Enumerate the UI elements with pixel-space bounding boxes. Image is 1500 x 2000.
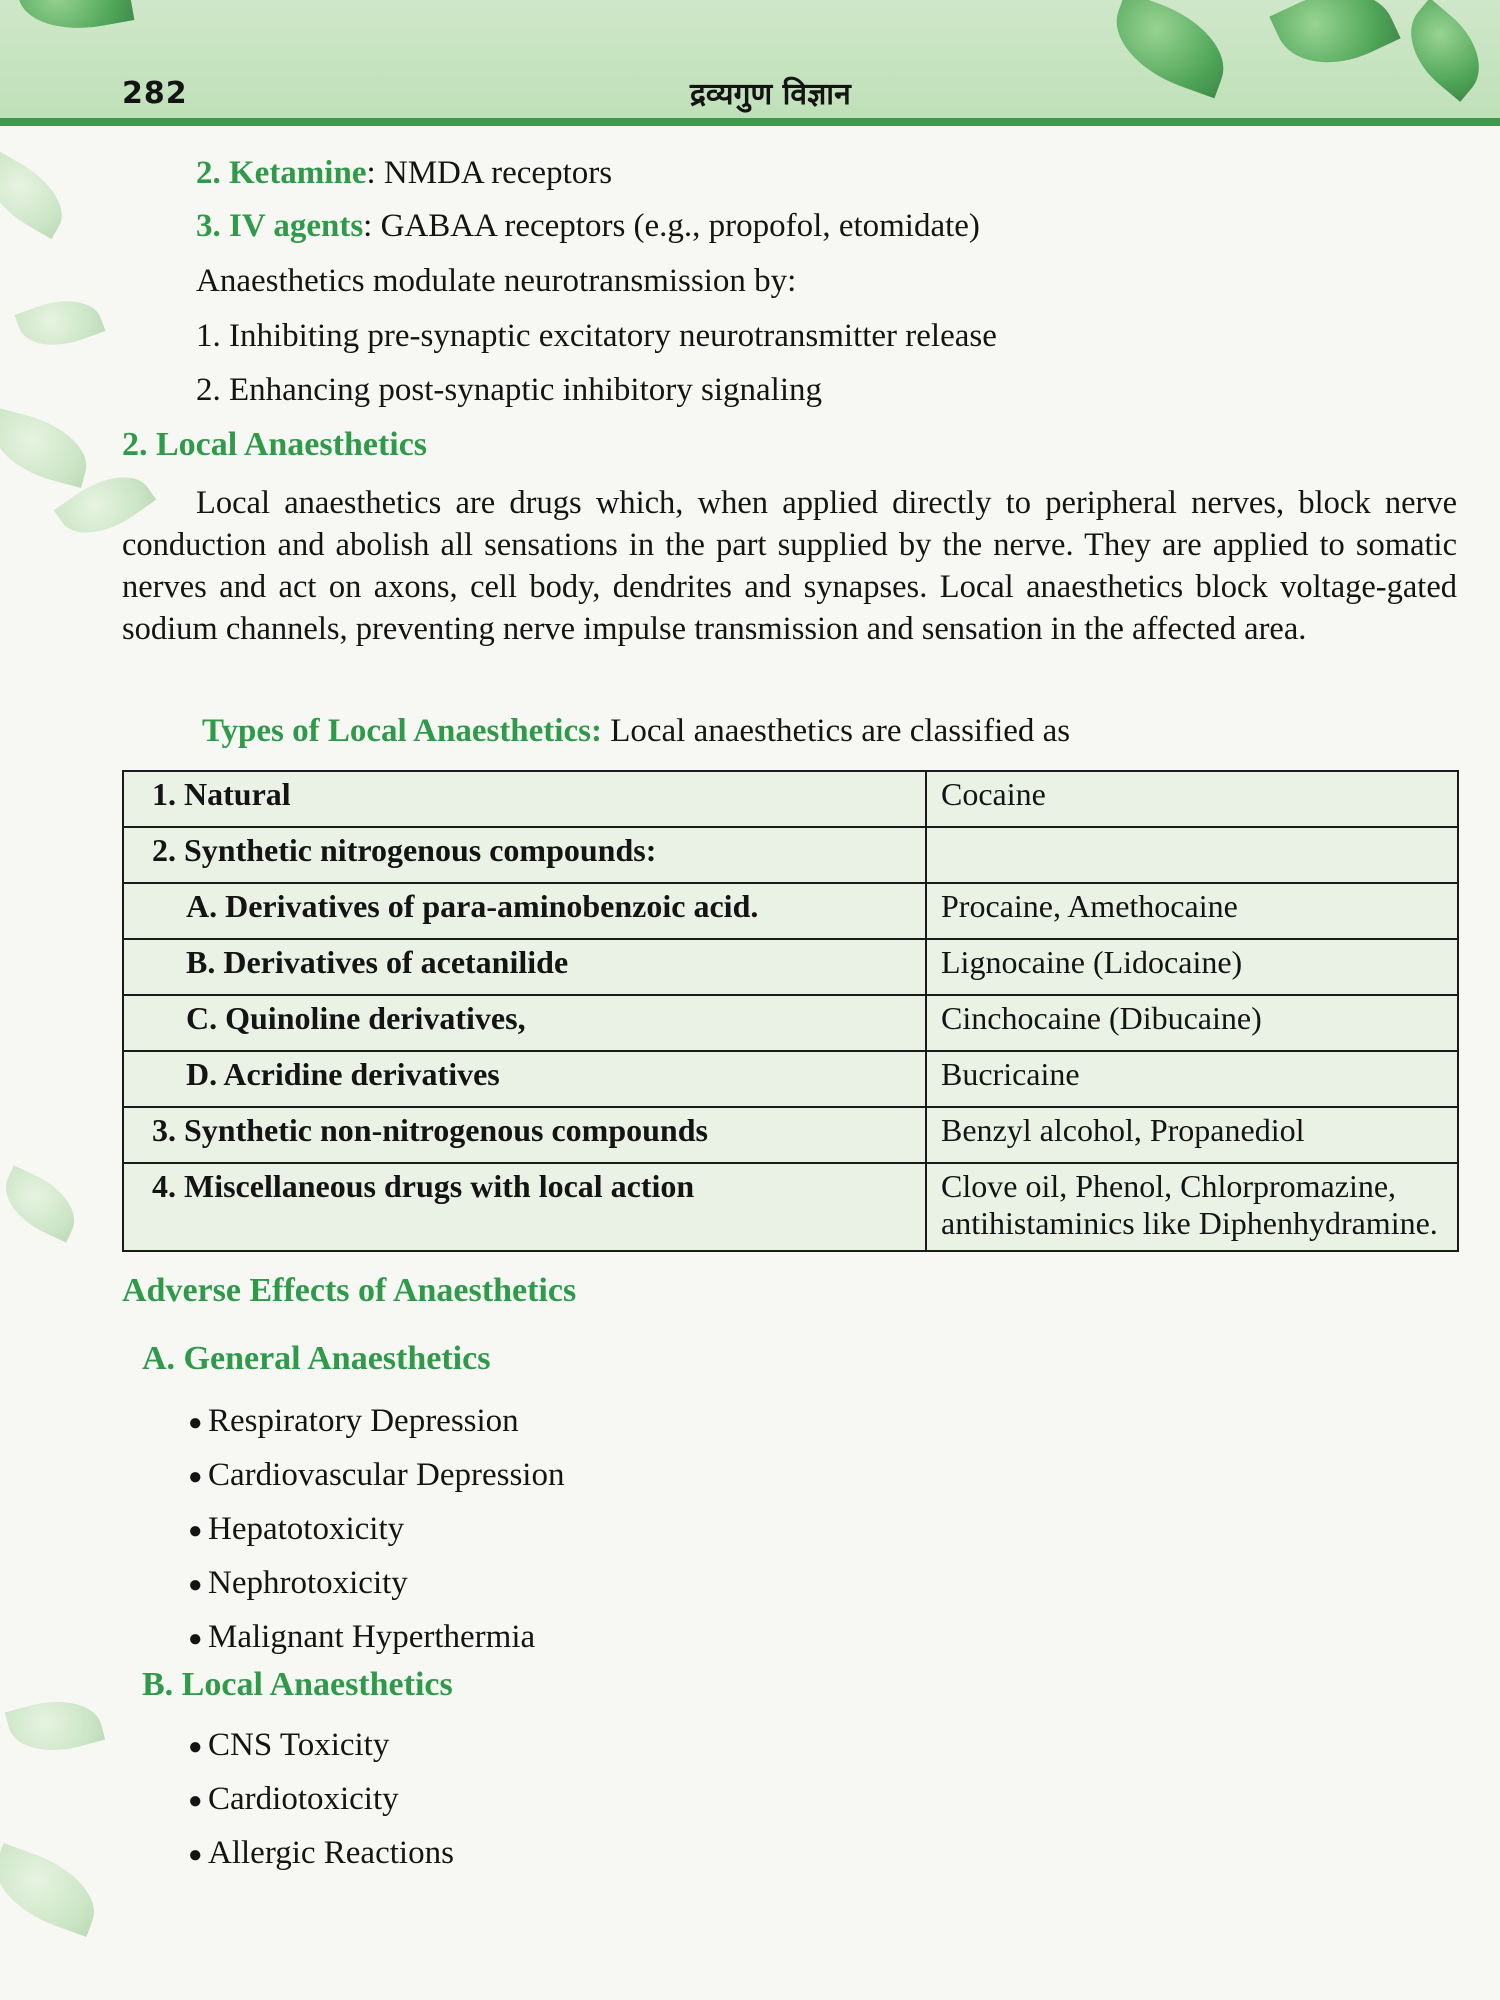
table-row xyxy=(123,883,1458,939)
table-cell-examples: Procaine, Amethocaine xyxy=(926,883,1458,939)
table-cell-category: 3. Synthetic non-nitrogenous compounds xyxy=(123,1107,926,1163)
local-anaesthetics-effects-heading: B. Local Anaesthetics xyxy=(142,1666,453,1703)
modulate-item: 2. Enhancing post-synaptic inhibitory signaling xyxy=(196,372,823,408)
adverse-effects-heading: Adverse Effects of Anaesthetics xyxy=(122,1272,577,1309)
table-cell-examples: Cinchocaine (Dibucaine) xyxy=(926,995,1458,1051)
bullet-icon: ● xyxy=(188,1788,203,1815)
table-row xyxy=(123,1163,1458,1251)
list-item: ● Hepatotoxicity xyxy=(188,1502,564,1556)
table-cell-category: C. Quinoline derivatives, xyxy=(123,995,926,1051)
bullet-icon: ● xyxy=(188,1626,203,1653)
list-item: ● CNS Toxicity xyxy=(188,1718,454,1772)
local-effects-list xyxy=(188,1718,454,1880)
intro-item-label: 3. IV agents xyxy=(196,208,364,244)
table-cell-category: 2. Synthetic nitrogenous compounds: xyxy=(123,827,926,883)
table-cell-examples: Lignocaine (Lidocaine) xyxy=(926,939,1458,995)
bullet-icon: ● xyxy=(188,1572,203,1599)
intro-item-text: : GABAA receptors (e.g., propofol, etomidate) xyxy=(363,208,980,244)
local-paragraph-text: Local anaesthetics are drugs which, when applied directly to peripheral nerves, block nerve conduction and abolish all sensations in the part supplied by the nerve. They are applied to somatic nerves and act on axons, cell body, dendrites and synapses. Local anaesthetics block voltage-gated sodium channels, preventing nerve impulse transmission and sensation in the affected area. xyxy=(122,485,1457,647)
intro-item-text: : NMDA receptors xyxy=(366,155,613,191)
classification-table xyxy=(122,770,1459,1252)
table-cell-category: B. Derivatives of acetanilide xyxy=(123,939,926,995)
bullet-icon: ● xyxy=(188,1842,203,1869)
bullet-icon: ● xyxy=(188,1410,203,1437)
general-effects-list xyxy=(188,1394,564,1664)
types-text: Local anaesthetics are classified as xyxy=(610,713,1071,749)
table-cell-examples: Cocaine xyxy=(926,771,1458,827)
table-cell-examples xyxy=(926,827,1458,883)
types-label: Types of Local Anaesthetics: xyxy=(202,713,602,749)
table-row xyxy=(123,1051,1458,1107)
running-title: द्रव्यगुण विज्ञान xyxy=(690,77,851,112)
table-row xyxy=(123,995,1458,1051)
intro-item-iv-agents xyxy=(196,208,980,245)
general-anaesthetics-heading: A. General Anaesthetics xyxy=(142,1340,491,1377)
bullet-icon: ● xyxy=(188,1464,203,1491)
table-row xyxy=(123,1107,1458,1163)
table-cell-examples: Bucricaine xyxy=(926,1051,1458,1107)
local-anaesthetics-heading: 2. Local Anaesthetics xyxy=(122,426,428,463)
table-row xyxy=(123,771,1458,827)
local-anaesthetics-paragraph xyxy=(122,482,1457,650)
intro-item-label: 2. Ketamine xyxy=(196,155,367,191)
list-item: ● Cardiovascular Depression xyxy=(188,1448,564,1502)
page-number: 282 xyxy=(122,76,188,111)
types-line xyxy=(202,713,1070,750)
list-item: ● Malignant Hyperthermia xyxy=(188,1610,564,1664)
table-cell-examples: Benzyl alcohol, Propanediol xyxy=(926,1107,1458,1163)
list-item: ● Nephrotoxicity xyxy=(188,1556,564,1610)
table-cell-examples: Clove oil, Phenol, Chlorpromazine, antihistaminics like Diphenhydramine. xyxy=(926,1163,1458,1251)
table-cell-category: 4. Miscellaneous drugs with local action xyxy=(123,1163,926,1251)
modulate-intro: Anaesthetics modulate neurotransmission by: xyxy=(196,263,797,299)
modulate-item: 1. Inhibiting pre-synaptic excitatory neurotransmitter release xyxy=(196,318,997,354)
table-cell-category: 1. Natural xyxy=(123,771,926,827)
bullet-icon: ● xyxy=(188,1518,203,1545)
list-item: ● Respiratory Depression xyxy=(188,1394,564,1448)
table-cell-category: D. Acridine derivatives xyxy=(123,1051,926,1107)
list-item: ● Allergic Reactions xyxy=(188,1826,454,1880)
table-row xyxy=(123,939,1458,995)
list-item: ● Cardiotoxicity xyxy=(188,1772,454,1826)
table-row xyxy=(123,827,1458,883)
table-cell-category: A. Derivatives of para-aminobenzoic acid. xyxy=(123,883,926,939)
bullet-icon: ● xyxy=(188,1734,203,1761)
intro-item-ketamine xyxy=(196,155,612,192)
